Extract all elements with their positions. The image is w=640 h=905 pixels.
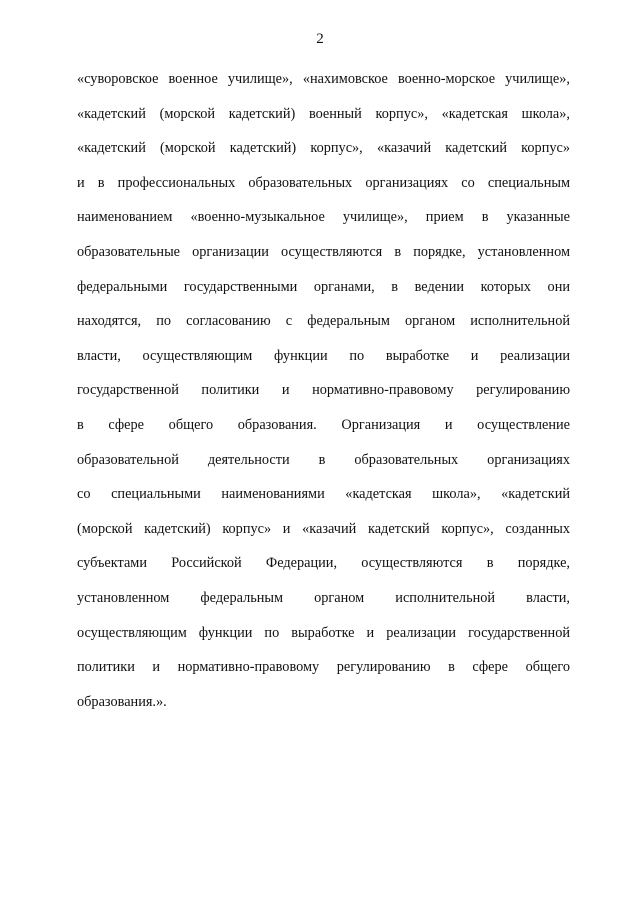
text-line: осуществляющим функции по выработке и реализации государственной <box>77 624 570 641</box>
text-line: и в профессиональных образовательных организациях со специальным <box>77 174 570 191</box>
text-line: власти, осуществляющим функции по выработке и реализации <box>77 347 570 364</box>
text-line: субъектами Российской Федерации, осуществляются в порядке, <box>77 555 570 572</box>
text-line: образовательной деятельности в образовательных организациях <box>77 451 570 468</box>
page-number: 2 <box>316 31 324 47</box>
text-line: «кадетский (морской кадетский) военный корпус», «кадетская школа», <box>77 105 570 122</box>
body-paragraph <box>77 62 570 719</box>
text-line: образовательные организации осуществляются в порядке, установленном <box>77 243 570 260</box>
text-line: в сфере общего образования. Организация и осуществление <box>77 416 570 433</box>
text-line: политики и нормативно-правовому регулированию в сфере общего <box>77 659 570 676</box>
text-line: «суворовское военное училище», «нахимовское военно-морское училище», <box>77 71 570 87</box>
text-line: со специальными наименованиями «кадетская школа», «кадетский <box>77 486 570 503</box>
text-line: установленном федеральным органом исполнительной власти, <box>77 589 570 606</box>
text-line: «кадетский (морской кадетский) корпус», «казачий кадетский корпус» <box>77 140 570 157</box>
text-line: находятся, по согласованию с федеральным органом исполнительной <box>77 313 570 330</box>
text-line-last: образования.». <box>77 693 167 710</box>
text-line: государственной политики и нормативно-правовому регулированию <box>77 382 570 399</box>
text-line: (морской кадетский) корпус» и «казачий кадетский корпус», созданных <box>77 520 570 537</box>
text-line: наименованием «военно-музыкальное училище», прием в указанные <box>77 209 570 226</box>
text-line: федеральными государственными органами, в ведении которых они <box>77 278 570 295</box>
